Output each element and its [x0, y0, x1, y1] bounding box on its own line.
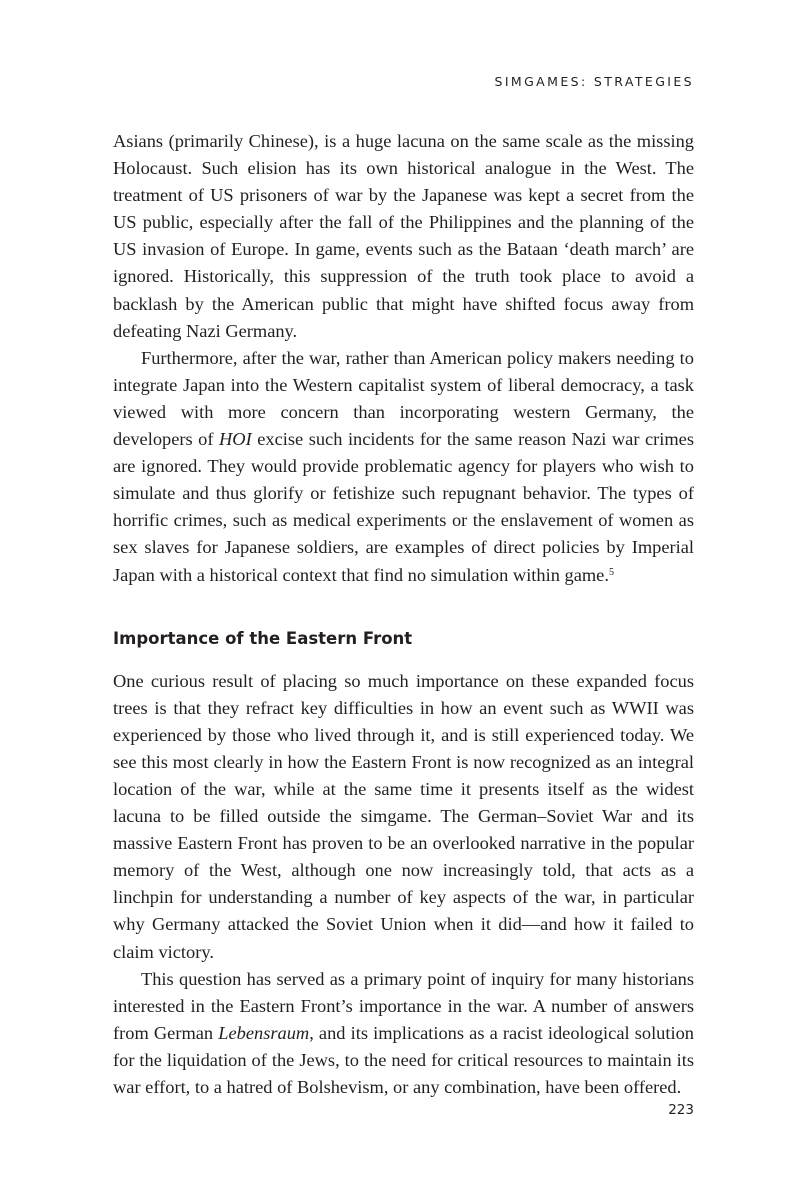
footnote-marker: 5 [608, 566, 614, 578]
section-heading: Importance of the Eastern Front [113, 628, 413, 648]
paragraph-1: Asians (primarily Chinese), is a huge lacuna on the same scale as the missing Holocaust. Such elision has its own historical analogue in the West. The treatment of US prisoners of war by the Japanese was kept a secret from the US public, especially after the fall of the Philippines and the planning of the US invasion of Europe. In game, events such as the Bataan ‘death march’ are ignored. Historically, this suppression of the truth took place to avoid a backlash by the American public that might have shifted focus away from defeating Nazi Germany. [113, 131, 694, 341]
body-text [113, 128, 694, 1101]
paragraph-2-text-a: Furthermore, after the war, rather than American policy makers needing to integrate Japan into the Western capitalist system of liberal democracy, a task viewed with more concern than incorporating western Germany, the developers of [113, 347, 694, 450]
game-title-italic: HOI [219, 429, 252, 450]
paragraph-2-text-b: excise such incidents for the same reason Nazi war crimes are ignored. They would provide problematic agency for players who wish to simulate and thus glorify or fetishize such repugnant behavior. The types of horrific crimes, such as medical experiments or the enslavement of women as sex slaves for Japanese soldiers, are examples of direct policies by Imperial Japan with a historical context that find no simulation within game. [113, 429, 694, 585]
paragraph-4 [113, 966, 694, 1101]
paragraph-4-text-b: , and its implications as a racist ideological solution for the liquidation of the Jews, to the need for critical resources to maintain its war effort, to a hatred of Bolshevism, or any combination, have been offered. [113, 1022, 694, 1097]
paragraph-4-text-a: This question has served as a primary point of inquiry for many historians interested in the Eastern Front’s importance in the war. A number of answers from German [113, 968, 694, 1043]
page-number: 223 [668, 1102, 694, 1118]
running-head: SIMGAMES: STRATEGIES [494, 74, 694, 89]
paragraph-2 [113, 345, 694, 589]
paragraph-3: One curious result of placing so much importance on these expanded focus trees is that they refract key difficulties in how an event such as WWII was experienced by those who lived through it, and is still experienced today. We see this most clearly in how the Eastern Front is now recognized as an integral location of the war, while at the same time it presents itself as the widest lacuna to be filled outside the simgame. The German–Soviet War and its massive Eastern Front has proven to be an overlooked narrative in the popular memory of the West, although one now increasingly told, that acts as a linchpin for understanding a number of key aspects of the war, in particular why Germany attacked the Soviet Union when it did—and how it failed to claim victory. [113, 670, 694, 962]
lebensraum-italic: Lebensraum [218, 1022, 310, 1043]
